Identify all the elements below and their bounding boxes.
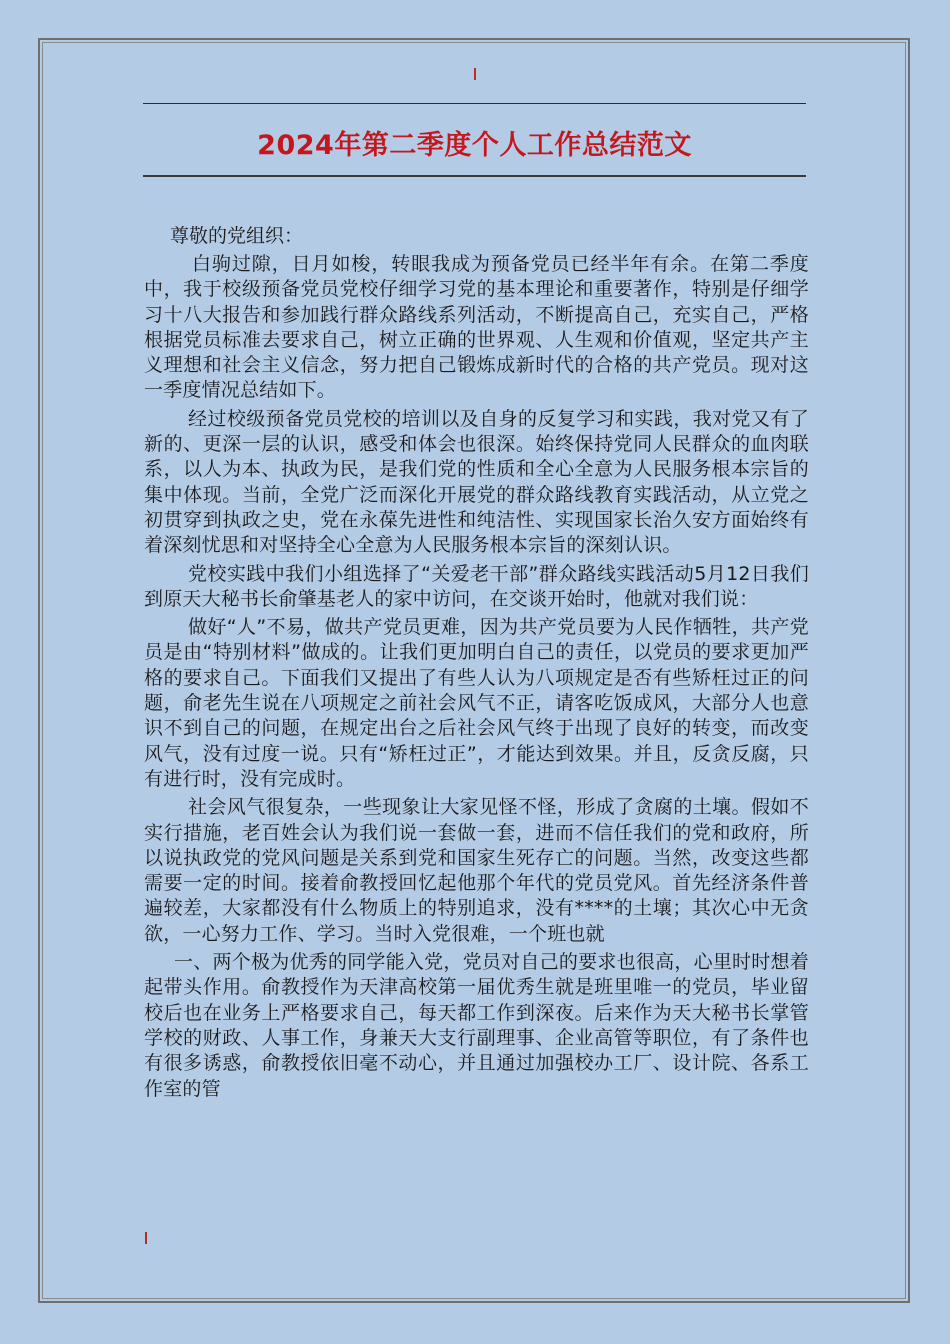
text-cursor-mark xyxy=(474,68,476,80)
paragraph-intro: 白驹过隙，日月如梭，转眼我成为预备党员已经半年有余。在第二季度中，我于校级预备党员党校仔细学习党的基本理论和重要著作，特别是仔细学习十八大报告和参加践行群众路线系列活动，不断提高自己，充实自己，严格根据党员标准去要求自己，树立正确的世界观、人生观和价值观，坚定共产主义理想和社会主义信念，努力把自己锻炼成新时代的合格的共产党员。现对这一季度情况总结如下。 xyxy=(144,253,809,402)
paragraph-professor: 一、两个极为优秀的同学能入党，党员对自己的要求也很高，心里时时想着起带头作用。俞教授作为天津高校第一届优秀生就是班里唯一的党员，毕业留校后也在业务上严格要求自己，每天都工作到深夜。后来作为天大秘书长掌管学校的财政、人事工作，身兼天大支行副理事、企业高管等职位，有了条件也有很多诱惑，俞教授依旧毫不动心，并且通过加强校办工厂、设计院、各系工作室的管 xyxy=(144,951,809,1100)
salutation: 尊敬的党组织： xyxy=(170,225,304,247)
paragraph-quote: 做好“人”不易，做共产党员更难，因为共产党员要为人民作牺牲，共产党员是由“特别材料”做成的。让我们更加明白自己的责任，以党员的要求更加严格的要求自己。下面我们又提出了有些人认为八项规定是否有些矫枉过正的问题，俞老先生说在八项规定之前社会风气不正，请客吃饭成风，大部分人也意识不到自己的问题，在规定出台之后社会风气终于出现了良好的转变，而改变风气，没有过度一说。只有“矫枉过正”，才能达到效果。并且，反贪反腐，只有进行时，没有完成时。 xyxy=(144,616,809,790)
document-title: 2024年第二季度个人工作总结范文 xyxy=(257,130,692,161)
paragraph-practice: 党校实践中我们小组选择了“关爱老干部”群众路线实践活动5月12日我们到原天大秘书长俞肇基老人的家中访问，在交谈开始时，他就对我们说： xyxy=(144,562,809,610)
header-rule-bottom xyxy=(143,175,806,177)
header-rule-top xyxy=(143,103,806,104)
paragraph-social-climate: 社会风气很复杂，一些现象让大家见怪不怪，形成了贪腐的土壤。假如不实行措施，老百姓会认为我们说一套做一套，进而不信任我们的党和政府，所以说执政党的党风问题是关系到党和国家生死存亡的问题。当然，改变这些都需要一定的时间。接着俞教授回忆起他那个年代的党员党风。首先经济条件普遍较差，大家都没有什么物质上的特别追求，没有****的土壤；其次心中无贪欲，一心努力工作、学习。当时入党很难，一个班也就 xyxy=(144,796,809,945)
document-body xyxy=(144,224,809,1105)
footer-cursor-mark xyxy=(145,1232,147,1244)
paragraph-understanding: 经过校级预备党员党校的培训以及自身的反复学习和实践，我对党又有了新的、更深一层的认识，感受和体会也很深。始终保持党同人民群众的血肉联系，以人为本、执政为民，是我们党的性质和全心全意为人民服务根本宗旨的集中体现。当前，全党广泛而深化开展党的群众路线教育实践活动，从立党之初贯穿到执政之史，党在永葆先进性和纯洁性、实现国家长治久安方面始终有着深刻忧思和对坚持全心全意为人民服务根本宗旨的深刻认识。 xyxy=(144,407,809,557)
